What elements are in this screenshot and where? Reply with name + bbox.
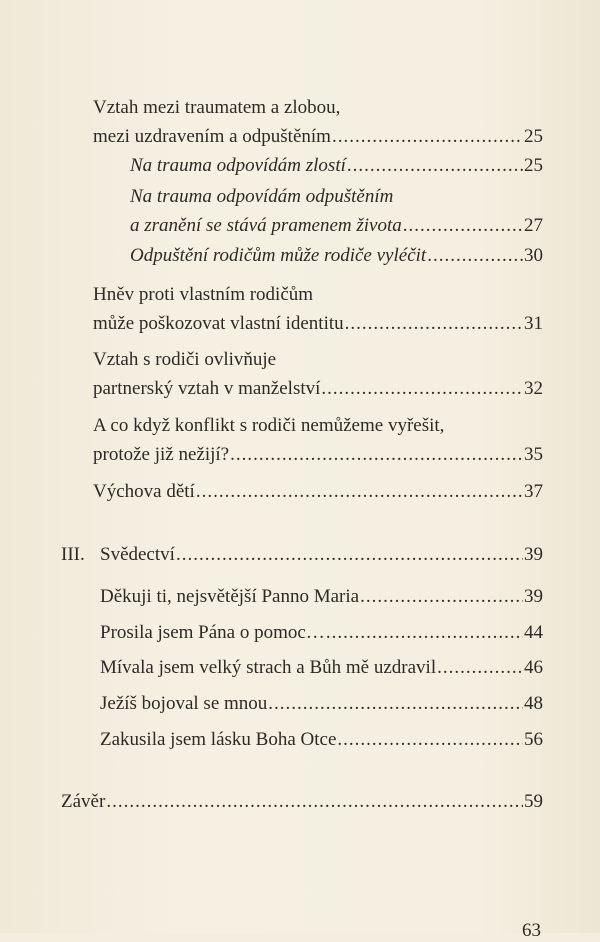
toc-entry-prosila: [100, 622, 543, 644]
toc-leader-dots: [230, 444, 523, 466]
toc-text: A co když konflikt s rodiči nemůžeme vyřešit,: [93, 415, 445, 436]
toc-leader-dots: [196, 481, 523, 503]
toc-entry-zakusila: [100, 729, 543, 751]
toc-text: Na trauma odpovídám odpuštěním: [130, 186, 394, 207]
toc-page-number: 44: [524, 622, 543, 643]
toc-leader-dots: [360, 586, 523, 608]
toc-page-number: 48: [524, 693, 543, 714]
toc-entry-trauma-zlost: [130, 155, 543, 177]
toc-entry-konflikt-line1: [93, 415, 543, 437]
toc-entry-konflikt-line2: [93, 444, 543, 466]
toc-entry-trauma-odpusteni-line1: [130, 186, 543, 208]
toc-page-number: 46: [524, 657, 543, 678]
toc-text: Hněv proti vlastním rodičům: [93, 284, 314, 305]
toc-entry-jezis: [100, 693, 543, 715]
toc-text: Ježíš bojoval se mnou: [100, 693, 268, 714]
toc-page-number: 39: [524, 544, 543, 565]
toc-text: Vztah s rodiči ovlivňuje: [93, 349, 277, 370]
toc-text: Na trauma odpovídám zlostí: [130, 155, 346, 176]
toc-text: Prosila jsem Pána o pomoc…: [100, 622, 325, 643]
section-roman-numeral: III.: [61, 544, 85, 565]
toc-text: partnerský vztah v manželství: [93, 378, 321, 399]
toc-entry-vztah-rodici-line1: [93, 349, 543, 371]
toc-page-number: 30: [524, 245, 543, 266]
toc-page-number: 27: [524, 215, 543, 236]
toc-text: Svědectví: [100, 544, 175, 565]
toc-page-number: 56: [524, 729, 543, 750]
toc-text: Závěr: [61, 791, 106, 812]
toc-entry-vztah-traumatem-line1: [93, 97, 543, 119]
page-number: 63: [522, 920, 541, 941]
toc-leader-dots: [427, 245, 523, 267]
toc-text: a zranění se stává pramenem života: [130, 215, 402, 236]
toc-text: Odpuštění rodičům může rodiče vyléčit: [130, 245, 427, 266]
toc-text: Mívala jsem velký strach a Bůh mě uzdravil: [100, 657, 437, 678]
toc-leader-dots: [337, 729, 523, 751]
toc-leader-dots: [176, 544, 523, 566]
toc-text: může poškozovat vlastní identitu: [93, 313, 344, 334]
toc-leader-dots: [437, 657, 523, 679]
toc-leader-dots: [106, 791, 523, 813]
toc-entry-svedectvi: [100, 544, 543, 566]
toc-entry-trauma-odpusteni-line2: [130, 215, 543, 237]
toc-entry-hnev-rodicum-line1: [93, 284, 543, 306]
toc-text: protože již nežijí?: [93, 444, 230, 465]
toc-page-number: 25: [524, 126, 543, 147]
toc-page-number: 37: [524, 481, 543, 502]
toc-leader-dots: [321, 378, 523, 400]
toc-text: Zakusila jsem lásku Boha Otce: [100, 729, 337, 750]
toc-text: mezi uzdravením a odpuštěním: [93, 126, 331, 147]
toc-entry-vychova: [93, 481, 543, 503]
toc-page-number: 31: [524, 313, 543, 334]
toc-text: Děkuji ti, nejsvětější Panno Maria: [100, 586, 360, 607]
toc-page-number: 39: [524, 586, 543, 607]
toc-entry-mivala: [100, 657, 543, 679]
toc-page-number: 59: [524, 791, 543, 812]
toc-leader-dots: [345, 313, 523, 335]
toc-leader-dots: [326, 622, 523, 644]
toc-text: Výchova dětí: [93, 481, 195, 502]
toc-entry-odpusteni-rodicum: [130, 245, 543, 267]
toc-leader-dots: [332, 126, 523, 148]
toc-entry-dekuji: [100, 586, 543, 608]
toc-entry-vztah-traumatem-line2: [93, 126, 543, 148]
toc-entry-hnev-rodicum-line2: [93, 313, 543, 335]
toc-leader-dots: [268, 693, 523, 715]
toc-page-number: 32: [524, 378, 543, 399]
toc-page-number: 25: [524, 155, 543, 176]
toc-leader-dots: [403, 215, 523, 237]
toc-entry-zaver: [61, 791, 543, 813]
toc-text: Vztah mezi traumatem a zlobou,: [93, 97, 341, 118]
toc-leader-dots: [347, 155, 523, 177]
toc-page-number: 35: [524, 444, 543, 465]
toc-entry-vztah-rodici-line2: [93, 378, 543, 400]
